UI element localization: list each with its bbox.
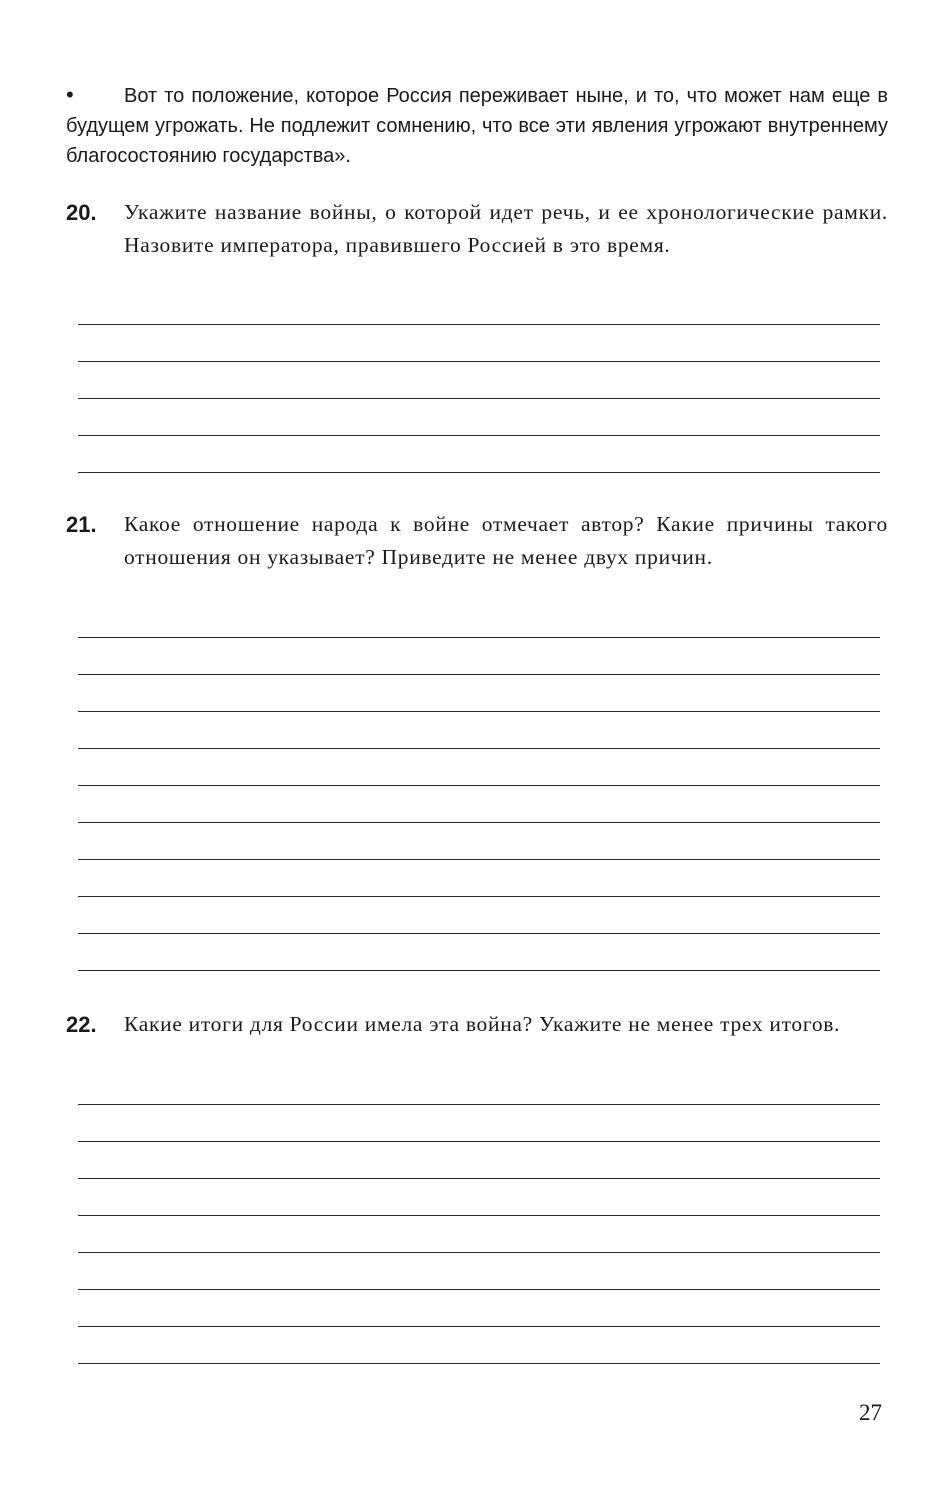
answer-line[interactable] — [78, 1178, 880, 1179]
bullet-marker: • — [66, 82, 74, 107]
answer-line[interactable] — [78, 822, 880, 823]
answer-line[interactable] — [78, 1326, 880, 1327]
question-number: 20. — [66, 200, 97, 225]
question-text: Какое отношение народа к войне отмечает автор? Какие причины такого отношения он указывает? Приведите не менее двух причин. — [124, 512, 888, 569]
answer-line[interactable] — [78, 361, 880, 362]
question-number: 21. — [66, 512, 97, 537]
answer-line[interactable] — [78, 398, 880, 399]
question-text: Укажите название войны, о которой идет речь, и ее хронологические рамки. Назовите императора, правившего Россией в это время. — [124, 200, 888, 257]
answer-line[interactable] — [78, 896, 880, 897]
answer-line[interactable] — [78, 1104, 880, 1105]
answer-line[interactable] — [78, 711, 880, 712]
answer-line[interactable] — [78, 324, 880, 325]
answer-line[interactable] — [78, 1215, 880, 1216]
question-number: 22. — [66, 1012, 97, 1037]
answer-line[interactable] — [78, 785, 880, 786]
answer-line[interactable] — [78, 637, 880, 638]
question-21 — [66, 508, 888, 574]
intro-text-line1: Вот то положение, которое Россия переживает ныне, и то, что может — [124, 85, 782, 107]
answer-line[interactable] — [78, 1141, 880, 1142]
question-20 — [66, 196, 888, 262]
page-number: 27 — [859, 1400, 882, 1425]
answer-line[interactable] — [78, 435, 880, 436]
intro-quote — [66, 80, 888, 171]
answer-line[interactable] — [78, 933, 880, 934]
question-22 — [66, 1008, 888, 1041]
answer-line[interactable] — [78, 1289, 880, 1290]
question-text: Какие итоги для России имела эта война? Укажите не менее трех итогов. — [124, 1012, 841, 1036]
answer-line[interactable] — [78, 859, 880, 860]
answer-line[interactable] — [78, 472, 880, 473]
intro-text-rest: нам еще в будущем угрожать. Не подлежит сомнению, что все эти явления угрожают внутреннему благосостоянию государства». — [66, 85, 889, 167]
answer-line[interactable] — [78, 970, 880, 971]
answer-line[interactable] — [78, 748, 880, 749]
answer-line[interactable] — [78, 1252, 880, 1253]
answer-line[interactable] — [78, 674, 880, 675]
answer-line[interactable] — [78, 1363, 880, 1364]
